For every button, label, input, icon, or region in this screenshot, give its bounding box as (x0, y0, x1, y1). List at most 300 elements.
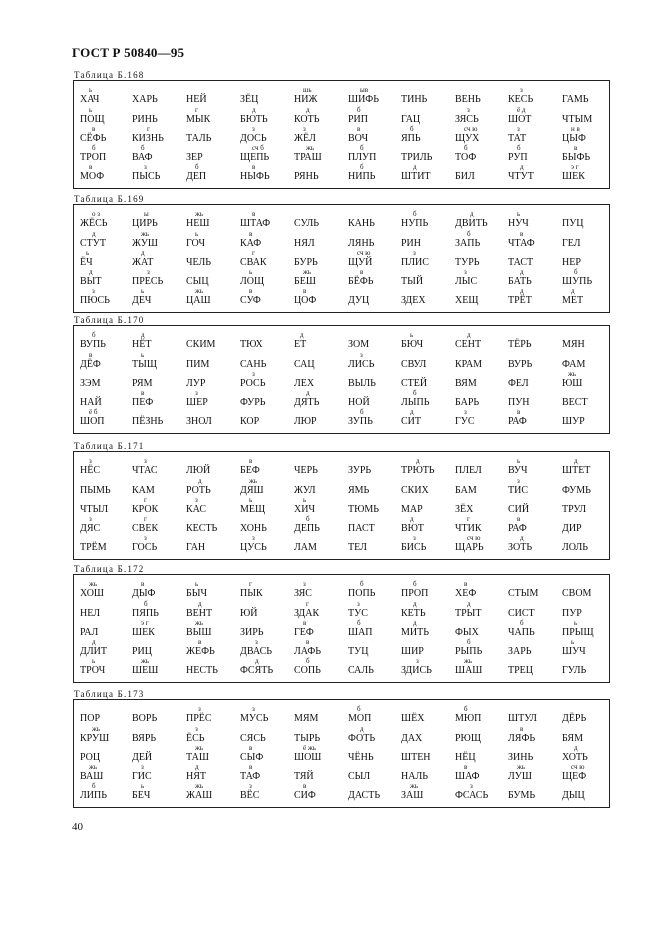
word-text: ЗЭМ (80, 378, 101, 389)
table-word (80, 351, 101, 370)
word-superscript-mark: ь (141, 351, 145, 359)
word-superscript-mark: б (413, 210, 417, 218)
table-word (562, 144, 591, 163)
word-text: ГОСЬ (132, 542, 158, 553)
table-word (508, 86, 534, 105)
word-text: РОТЬ (186, 485, 211, 496)
table-word (508, 609, 535, 619)
table-word (240, 524, 267, 534)
word-superscript-mark: э г (141, 619, 149, 627)
word-superscript-mark: ё д (517, 106, 526, 114)
word-superscript-mark: г (147, 125, 150, 133)
word-text: ЧТЫЛ (80, 504, 109, 515)
word-text: ТИНЬ (401, 94, 428, 105)
table-word (240, 106, 268, 125)
table-word (348, 408, 373, 427)
word-text: СИТ (401, 416, 421, 427)
word-text: ВАШ (80, 771, 104, 782)
table-word (455, 95, 481, 105)
word-text: ЗЯСЬ (455, 114, 479, 125)
word-text: ЗДИСЬ (401, 665, 432, 676)
word-superscript-mark: д (574, 457, 578, 465)
table-word (240, 340, 263, 350)
table-word (186, 417, 212, 427)
word-text: ПЛУП (348, 152, 377, 163)
word-superscript-mark: д (410, 515, 414, 523)
word-superscript-mark: г (144, 496, 147, 504)
word-text: ШАШ (455, 665, 483, 676)
table-word (455, 657, 483, 676)
table-word (294, 515, 320, 534)
word-text: ДАСТЬ (348, 790, 381, 801)
word-text: ТЫЩ (132, 359, 157, 370)
page-header: ГОСТ Р 50840—95 (72, 45, 185, 60)
word-text: ЧТЫМ (562, 114, 593, 125)
table-word (240, 782, 260, 801)
table-word (132, 163, 161, 182)
word-superscript-mark: д (416, 457, 420, 465)
word-superscript-mark: з (467, 106, 470, 114)
word-text: ВЫТ (80, 276, 102, 287)
table-word (562, 589, 591, 599)
word-table (73, 451, 610, 560)
word-text: ЦИРЬ (132, 218, 158, 229)
word-text: ВЯМ (455, 378, 477, 389)
table-word (401, 249, 429, 268)
word-text: ЛИПЬ (80, 790, 107, 801)
word-text: ТРОП (80, 152, 107, 163)
word-text: БЁФЬ (348, 276, 374, 287)
table-word (186, 763, 206, 782)
word-superscript-mark: д (89, 268, 93, 276)
word-text: ФУМЬ (562, 485, 591, 496)
word-text: ЗНОЛ (186, 416, 212, 427)
table-word (508, 268, 532, 287)
table-word (455, 486, 477, 496)
word-text: РИН (401, 238, 422, 249)
word-text: ФОТЬ (348, 733, 376, 744)
table-word (455, 268, 478, 287)
word-text: ПЛЕЛ (455, 465, 482, 476)
word-superscript-mark: д (306, 389, 310, 397)
word-text: СТЕЙ (401, 378, 428, 389)
table-word (508, 144, 528, 163)
word-superscript-mark: б (574, 268, 578, 276)
word-text: ПРЫЩ (562, 627, 594, 638)
word-superscript-mark: жь (249, 477, 258, 485)
word-text: ШУПЬ (562, 276, 593, 287)
table-word (455, 331, 482, 350)
word-text: ТРАШ (294, 152, 322, 163)
table-word (508, 725, 536, 744)
table-word (240, 477, 264, 496)
word-superscript-mark: д (520, 287, 524, 295)
word-text: ЦЫФ (562, 133, 586, 144)
table-word (240, 580, 263, 599)
table-word (348, 144, 377, 163)
word-superscript-mark: в (574, 144, 578, 152)
word-superscript-mark: д (306, 106, 310, 114)
word-superscript-mark: б (357, 619, 361, 627)
table-word (240, 657, 274, 676)
word-text: МОФ (80, 171, 105, 182)
table-word (401, 153, 432, 163)
word-text: ВУРЬ (508, 359, 533, 370)
word-text: БАРЬ (455, 397, 480, 408)
word-text: ШЕК (562, 171, 585, 182)
word-text: ХОШ (80, 588, 105, 599)
table-word (186, 153, 203, 163)
word-text: БИЛ (455, 171, 475, 182)
table-word (294, 258, 318, 268)
word-text: ЗДЕХ (401, 295, 426, 306)
word-superscript-mark: д (92, 638, 96, 646)
table-word (186, 360, 209, 370)
table-word (455, 296, 478, 306)
word-superscript-mark: б (92, 144, 96, 152)
table-word (186, 496, 207, 515)
word-text: ЗОМ (348, 339, 370, 350)
word-superscript-mark: ыв (360, 86, 369, 94)
word-superscript-mark: жь (195, 287, 204, 295)
word-text: СУЛЬ (294, 218, 320, 229)
word-superscript-mark: г (252, 249, 255, 257)
word-table (73, 204, 610, 313)
word-text: ШОТ (508, 114, 532, 125)
table-word (294, 379, 314, 389)
table-word (132, 486, 155, 496)
table-word (132, 230, 158, 249)
word-text: СЯСЬ (240, 733, 266, 744)
word-text: САЦ (294, 359, 315, 370)
word-superscript-mark: в (517, 515, 521, 523)
word-text: ЖАШ (186, 790, 213, 801)
table-word (455, 125, 480, 144)
word-text: САНЬ (240, 359, 267, 370)
table-word (294, 389, 320, 408)
table-word (294, 360, 315, 370)
word-text: НИЖ (294, 94, 318, 105)
word-superscript-mark: з (464, 268, 467, 276)
table-word (240, 457, 260, 476)
word-text: ШТУЛ (508, 713, 537, 724)
word-text: ТРЁМ (80, 542, 107, 553)
word-text: ЖЁСЬ (80, 218, 108, 229)
word-text: ВОЧ (348, 133, 369, 144)
word-superscript-mark: в (249, 287, 253, 295)
word-text: ЗИРЬ (240, 627, 264, 638)
table-word (294, 782, 316, 801)
table-word (132, 496, 159, 515)
word-text: ПОЩ (80, 114, 105, 125)
word-text: ШТЕН (401, 752, 431, 763)
table-word (455, 782, 489, 801)
word-text: ШАП (348, 627, 373, 638)
table-word (562, 744, 588, 763)
word-text: ЁСЬ (186, 733, 205, 744)
word-text: ЗДАК (294, 608, 320, 619)
word-text: СЫФ (240, 752, 264, 763)
table-word (562, 791, 585, 801)
word-text: ФЕЛ (508, 378, 529, 389)
table-word (348, 791, 380, 801)
table-word (80, 144, 107, 163)
table-word (401, 505, 423, 515)
table-word (562, 609, 582, 619)
word-text: СЫЛ (348, 771, 371, 782)
table-word (348, 125, 369, 144)
word-text: ДОСЬ (240, 133, 267, 144)
word-text: СКИХ (401, 485, 429, 496)
table-word (132, 534, 158, 553)
table-word (562, 417, 585, 427)
word-superscript-mark: г (467, 515, 470, 523)
table-word (80, 714, 100, 724)
word-text: НЯТ (186, 771, 206, 782)
word-text: МЫК (186, 114, 211, 125)
word-superscript-mark: в (92, 125, 96, 133)
word-text: ШЕР (186, 397, 208, 408)
word-superscript-mark: ы (144, 210, 149, 218)
table-word (508, 666, 533, 676)
word-superscript-mark: б (360, 163, 364, 171)
word-superscript-mark: з (303, 580, 306, 588)
table-word (348, 486, 369, 496)
table-word (508, 619, 535, 638)
word-superscript-mark: д (413, 600, 417, 608)
word-superscript-mark: з (141, 763, 144, 771)
table-caption: Таблица Б.170 (74, 315, 145, 325)
table-word (348, 296, 369, 306)
table-word (294, 543, 317, 553)
word-superscript-mark: ь (574, 619, 578, 627)
table-word (562, 340, 585, 350)
table-word (401, 515, 424, 534)
word-superscript-mark: з (195, 389, 198, 397)
table-word (401, 125, 421, 144)
table-word (240, 744, 264, 763)
word-text: ЮШ (562, 378, 583, 389)
word-superscript-mark: з (195, 725, 198, 733)
word-text: ФСЯТЬ (240, 665, 274, 676)
table-word (508, 340, 532, 350)
table-word (294, 268, 316, 287)
word-superscript-mark: д (520, 163, 524, 171)
word-text: ЖЁЛ (294, 133, 316, 144)
table-word (562, 734, 583, 744)
table-word (294, 657, 321, 676)
word-text: НЕСТЬ (186, 665, 218, 676)
table-word (455, 580, 477, 599)
table-word (240, 268, 265, 287)
word-text: ШУР (562, 416, 585, 427)
word-superscript-mark: сч ю (571, 763, 585, 771)
table-word (80, 408, 105, 427)
word-superscript-mark: з (303, 125, 306, 133)
word-text: РАФ (508, 416, 527, 427)
word-text: ДЫЦ (562, 790, 585, 801)
table-word (132, 417, 163, 427)
word-text: ТЯЙ (294, 771, 314, 782)
table-word (508, 360, 532, 370)
word-text: СВУЛ (401, 359, 427, 370)
word-text: ТУС (348, 608, 368, 619)
word-superscript-mark: д (520, 534, 524, 542)
table-word (240, 534, 267, 553)
word-text: ЗУПЬ (348, 416, 373, 427)
word-text: ГИС (132, 771, 152, 782)
word-text: ВЮТ (401, 523, 424, 534)
word-superscript-mark: д (574, 744, 578, 752)
word-text: ТЁРЬ (508, 339, 532, 350)
word-superscript-mark: д (195, 763, 199, 771)
word-superscript-mark: д (141, 249, 145, 257)
word-superscript-mark: б (467, 638, 471, 646)
word-superscript-mark: жь (410, 782, 419, 790)
word-text: ПОПЬ (348, 588, 376, 599)
word-text: КАМ (132, 485, 155, 496)
table-word (294, 496, 315, 515)
word-text: ВУПЬ (80, 339, 106, 350)
table-word (80, 515, 101, 534)
table-word (562, 543, 588, 553)
table-caption: Таблица Б.173 (74, 689, 145, 699)
word-text: ДВИТЬ (455, 218, 488, 229)
table-word (80, 543, 107, 553)
word-text: ТРОЧ (80, 665, 106, 676)
word-text: НЕР (562, 257, 581, 268)
word-text: ЛИСЬ (348, 359, 375, 370)
table-word (348, 619, 373, 638)
table-word (80, 753, 100, 763)
word-text: ХОТЬ (562, 752, 588, 763)
table-word (186, 389, 208, 408)
word-text: ШИР (401, 646, 424, 657)
word-text: КАС (186, 504, 207, 515)
word-superscript-mark: в (249, 744, 253, 752)
word-text: НЁС (80, 465, 100, 476)
table-word (186, 287, 211, 306)
word-superscript-mark: з (92, 287, 95, 295)
table-word (240, 734, 266, 744)
table-word (455, 106, 479, 125)
word-text: ЛЫС (455, 276, 478, 287)
word-text: ЕТ (294, 339, 307, 350)
word-superscript-mark: б (410, 125, 414, 133)
table-word (508, 125, 527, 144)
word-text: КРАМ (455, 359, 483, 370)
word-superscript-mark: з (517, 125, 520, 133)
word-text: ЧЕЛЬ (186, 257, 211, 268)
word-superscript-mark: д (410, 408, 414, 416)
word-text: НОЙ (348, 397, 370, 408)
table-word (401, 600, 426, 619)
word-superscript-mark: з (416, 657, 419, 665)
word-text: БЫФЬ (562, 152, 591, 163)
word-text: БЫЧ (186, 588, 207, 599)
table-word (80, 210, 108, 229)
table-word (455, 210, 488, 229)
word-superscript-mark: ь (517, 210, 521, 218)
table-word (348, 600, 368, 619)
word-superscript-mark: д (467, 331, 471, 339)
table-word (348, 666, 374, 676)
word-text: ЁЧ (80, 257, 93, 268)
table-word (348, 543, 367, 553)
table-word (80, 106, 105, 125)
table-word (80, 268, 102, 287)
word-superscript-mark: д (92, 230, 96, 238)
table-word (508, 534, 533, 553)
table-word (455, 515, 482, 534)
word-superscript-mark: жь (517, 763, 526, 771)
word-text: ПРЕСЬ (132, 276, 164, 287)
table-caption: Таблица Б.168 (74, 70, 145, 80)
word-text: ПУН (508, 397, 530, 408)
word-superscript-mark: б (144, 600, 148, 608)
table-word (132, 580, 156, 599)
table-word (132, 657, 159, 676)
word-superscript-mark: з (360, 351, 363, 359)
word-superscript-mark: з (357, 600, 360, 608)
table-word (401, 360, 426, 370)
word-text: ЛАМ (294, 542, 317, 553)
word-superscript-mark: б (360, 408, 364, 416)
word-text: ЛАФЬ (294, 646, 322, 657)
word-text: ТЮХ (240, 339, 263, 350)
table-word (186, 725, 205, 744)
word-superscript-mark: в (249, 230, 253, 238)
word-text: ТРЫТ (455, 608, 482, 619)
word-text: РЮЩ (455, 733, 481, 744)
word-text: ХОНЬ (240, 523, 267, 534)
word-text: ЮЙ (240, 608, 258, 619)
word-text: ЛОЩ (240, 276, 265, 287)
word-text: ЧТАС (132, 465, 158, 476)
word-text: ПУЦ (562, 218, 584, 229)
word-text: КРОК (132, 504, 159, 515)
word-superscript-mark: з (470, 782, 473, 790)
word-text: ЧТУТ (508, 171, 534, 182)
word-text: ВЕСТ (562, 397, 588, 408)
table-word (562, 714, 586, 724)
word-superscript-mark: ь (89, 106, 93, 114)
word-text: МЕЩ (240, 504, 266, 515)
table-word (80, 782, 107, 801)
word-text: ДЕЧ (132, 295, 152, 306)
table-word (186, 666, 218, 676)
table-word (455, 379, 477, 389)
table-word (401, 210, 429, 229)
table-word (562, 398, 588, 408)
table-word (508, 714, 537, 724)
word-superscript-mark: в (303, 287, 307, 295)
table-word (294, 287, 317, 306)
table-word (186, 782, 213, 801)
word-text: ТАЛЬ (186, 133, 212, 144)
word-text: ПУР (562, 608, 582, 619)
table-word (294, 219, 319, 229)
table-word (240, 249, 267, 268)
table-word (186, 379, 205, 389)
word-superscript-mark: в (520, 230, 524, 238)
table-word (401, 331, 424, 350)
word-superscript-mark: ь (249, 268, 253, 276)
word-superscript-mark: ь (303, 496, 307, 504)
word-text: СИСТ (508, 608, 535, 619)
word-text: ЛЮР (294, 416, 317, 427)
word-text: ЧТИК (455, 523, 482, 534)
